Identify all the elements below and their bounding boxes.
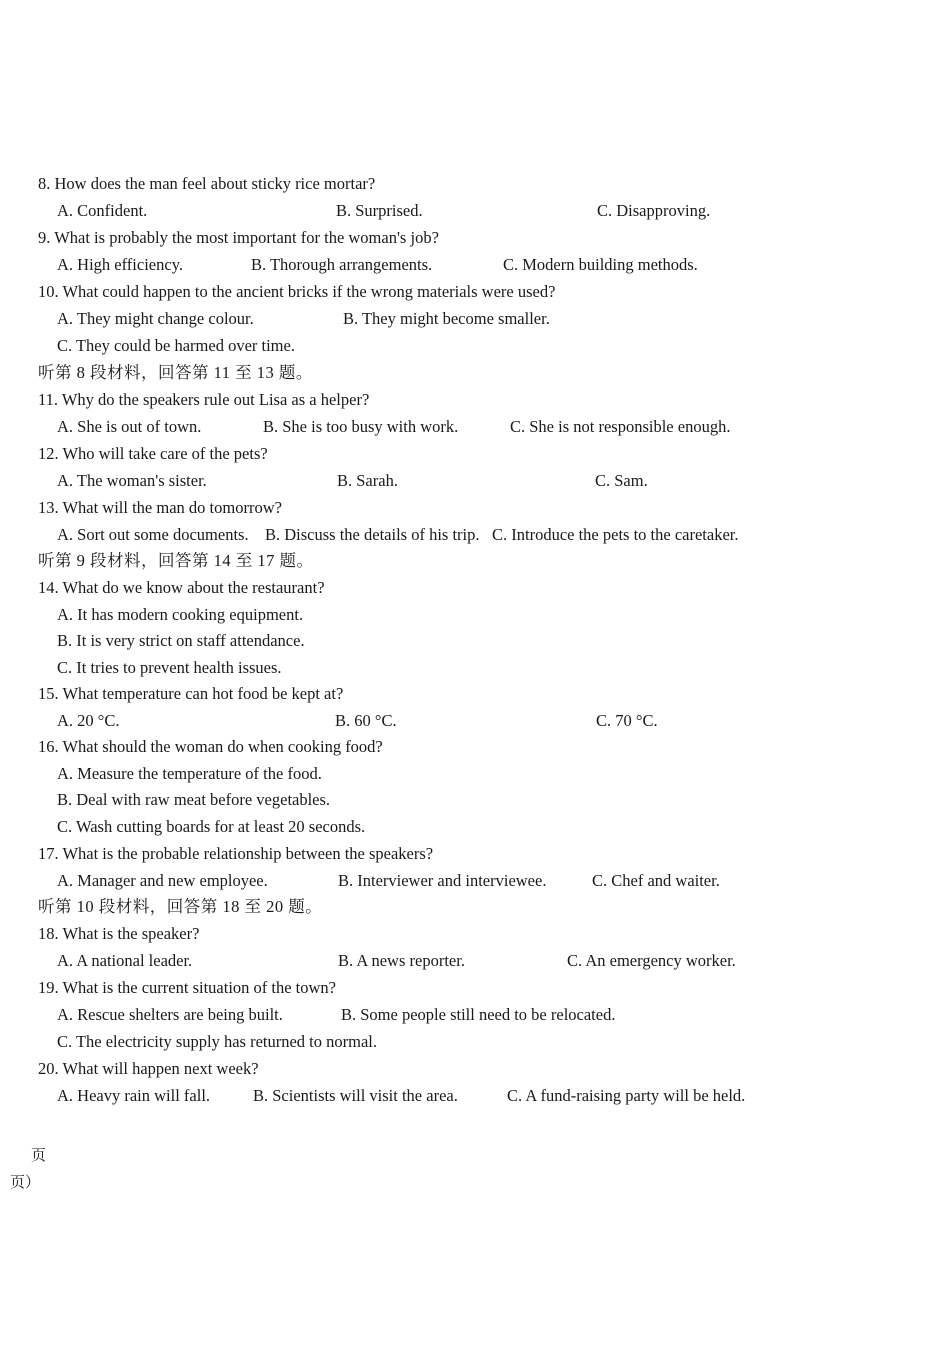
option-14a: A. It has modern cooking equipment. [57,605,304,624]
option-8c: C. Disapproving. [597,201,711,220]
section-heading-9: 听第 9 段材料，回答第 14 至 17 题。 [38,551,314,570]
option-8b: B. Surprised. [336,201,423,220]
option-19c: C. The electricity supply has returned to normal. [57,1032,377,1051]
option-9c: C. Modern building methods. [503,255,698,274]
option-17b: B. Interviewer and interviewee. [338,871,547,890]
option-12a: A. The woman's sister. [57,471,207,490]
option-14c: C. It tries to prevent health issues. [57,658,282,677]
option-18a: A. A national leader. [57,951,193,970]
option-17c: C. Chef and waiter. [592,871,720,890]
option-10c: C. They could be harmed over time. [57,336,295,355]
option-8a: A. Confident. [57,201,148,220]
option-15c: C. 70 °C. [596,711,658,730]
section-heading-10: 听第 10 段材料，回答第 18 至 20 题。 [38,897,323,916]
option-13c: C. Introduce the pets to the caretaker. [492,525,739,544]
option-11c: C. She is not responsible enough. [510,417,731,436]
option-9b: B. Thorough arrangements. [251,255,433,274]
question-12: 12. Who will take care of the pets? [38,444,268,463]
section-heading-8: 听第 8 段材料，回答第 11 至 13 题。 [38,363,313,382]
option-20b: B. Scientists will visit the area. [253,1086,458,1105]
option-14b: B. It is very strict on staff attendance. [57,631,305,650]
option-19b: B. Some people still need to be relocated. [341,1005,616,1024]
margin-mark-page-paren: 页） [10,1175,41,1191]
question-20: 20. What will happen next week? [38,1059,259,1078]
option-15a: A. 20 °C. [57,711,120,730]
option-11b: B. She is too busy with work. [263,417,459,436]
option-20a: A. Heavy rain will fall. [57,1086,211,1105]
option-16b: B. Deal with raw meat before vegetables. [57,790,331,809]
option-18c: C. An emergency worker. [567,951,736,970]
option-18b: B. A news reporter. [338,951,465,970]
question-10: 10. What could happen to the ancient bricks if the wrong materials were used? [38,282,556,301]
question-8: 8. How does the man feel about sticky rice mortar? [38,174,376,193]
question-9: 9. What is probably the most important for the woman's job? [38,228,439,247]
question-16: 16. What should the woman do when cooking food? [38,737,383,756]
question-15: 15. What temperature can hot food be kept at? [38,684,344,703]
question-11: 11. Why do the speakers rule out Lisa as a helper? [38,390,370,409]
option-9a: A. High efficiency. [57,255,183,274]
option-16a: A. Measure the temperature of the food. [57,764,322,783]
option-12c: C. Sam. [595,471,648,490]
option-11a: A. She is out of town. [57,417,202,436]
option-10b: B. They might become smaller. [343,309,550,328]
question-19: 19. What is the current situation of the town? [38,978,336,997]
option-19a: A. Rescue shelters are being built. [57,1005,283,1024]
option-13a: A. Sort out some documents. [57,525,249,544]
option-13b: B. Discuss the details of his trip. [265,525,480,544]
option-12b: B. Sarah. [337,471,398,490]
option-16c: C. Wash cutting boards for at least 20 seconds. [57,817,366,836]
option-10a: A. They might change colour. [57,309,254,328]
question-13: 13. What will the man do tomorrow? [38,498,282,517]
margin-mark-page: 页 [31,1148,47,1164]
option-15b: B. 60 °C. [335,711,397,730]
question-18: 18. What is the speaker? [38,924,200,943]
option-17a: A. Manager and new employee. [57,871,268,890]
question-14: 14. What do we know about the restaurant? [38,578,325,597]
question-17: 17. What is the probable relationship between the speakers? [38,844,434,863]
option-20c: C. A fund-raising party will be held. [507,1086,746,1105]
